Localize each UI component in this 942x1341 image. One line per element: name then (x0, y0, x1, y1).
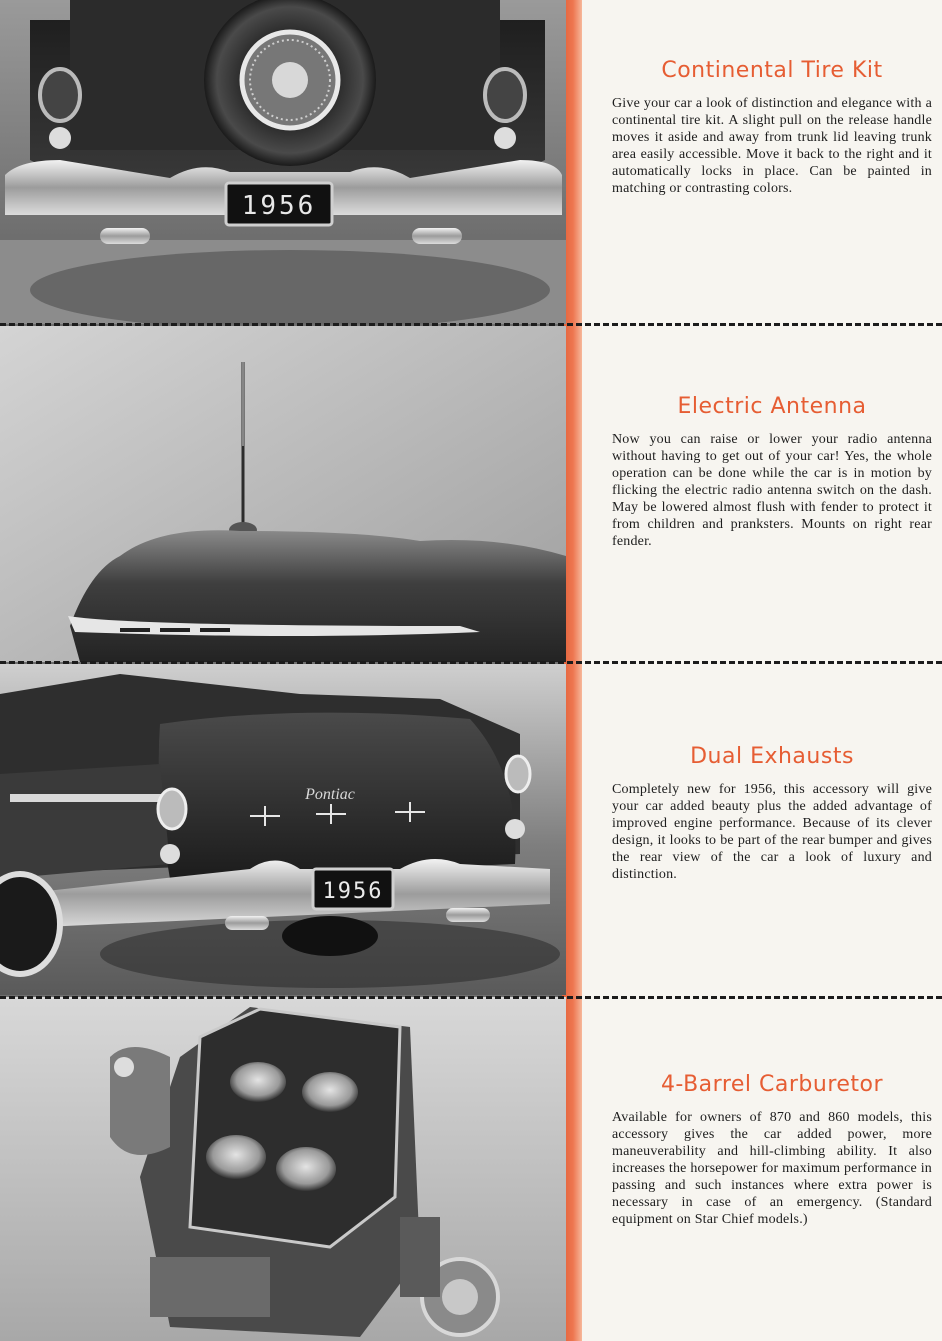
section-body: Available for owners of 870 and 860 models, this accessory gives the car added power, more maneuverability and hill-climbing ability. It also increases the horsepower for maximum performance in passing and such instances where extra power is necessary in case of an emergency. (Standard equipment on Star Chief models.) (612, 1110, 932, 1227)
section-heading: Electric Antenna (677, 394, 867, 419)
section-heading: Dual Exhausts (690, 744, 854, 769)
section-electric-antenna (612, 394, 932, 550)
section-4-barrel-carburetor (612, 1072, 932, 1228)
section-divider (0, 661, 942, 664)
pontiac-script-badge: Pontiac (305, 786, 355, 803)
section-body: Give your car a look of distinction and elegance with a continental tire kit. A slight pull on the release handle moves it aside and away from trunk lid leaving trunk area easily accessible. Move it back to the right and it automatically locks in place. Can be painted in matching or contrasting colors. (612, 96, 932, 196)
section-dual-exhausts (612, 744, 932, 883)
carburetor-photo (0, 997, 566, 1341)
license-plate-text: 1956 (322, 879, 384, 904)
section-divider (0, 323, 942, 326)
section-body: Now you can raise or lower your radio antenna without having to get out of your car! Yes, the whole operation can be done while the car is in motion by flicking the electric radio antenna switch on the dash. May be lowered almost flush with fender to protect it from children and pranksters. Mounts on right rear fender. (612, 432, 932, 549)
electric-antenna-photo (0, 326, 566, 662)
dual-exhausts-photo (0, 664, 566, 995)
license-plate-text: 1956 (241, 191, 317, 221)
section-divider (0, 996, 942, 999)
section-heading: Continental Tire Kit (661, 58, 883, 83)
section-heading: 4-Barrel Carburetor (660, 1072, 884, 1097)
section-body: Completely new for 1956, this accessory will give your car added beauty plus the added advantage of improved engine performance. Because of its clever design, it looks to be part of the rear bumper and gives the rear view of the car a look of luxury and distinction. (612, 782, 932, 882)
continental-tire-kit-photo (0, 0, 566, 324)
section-continental-tire-kit (612, 58, 932, 197)
